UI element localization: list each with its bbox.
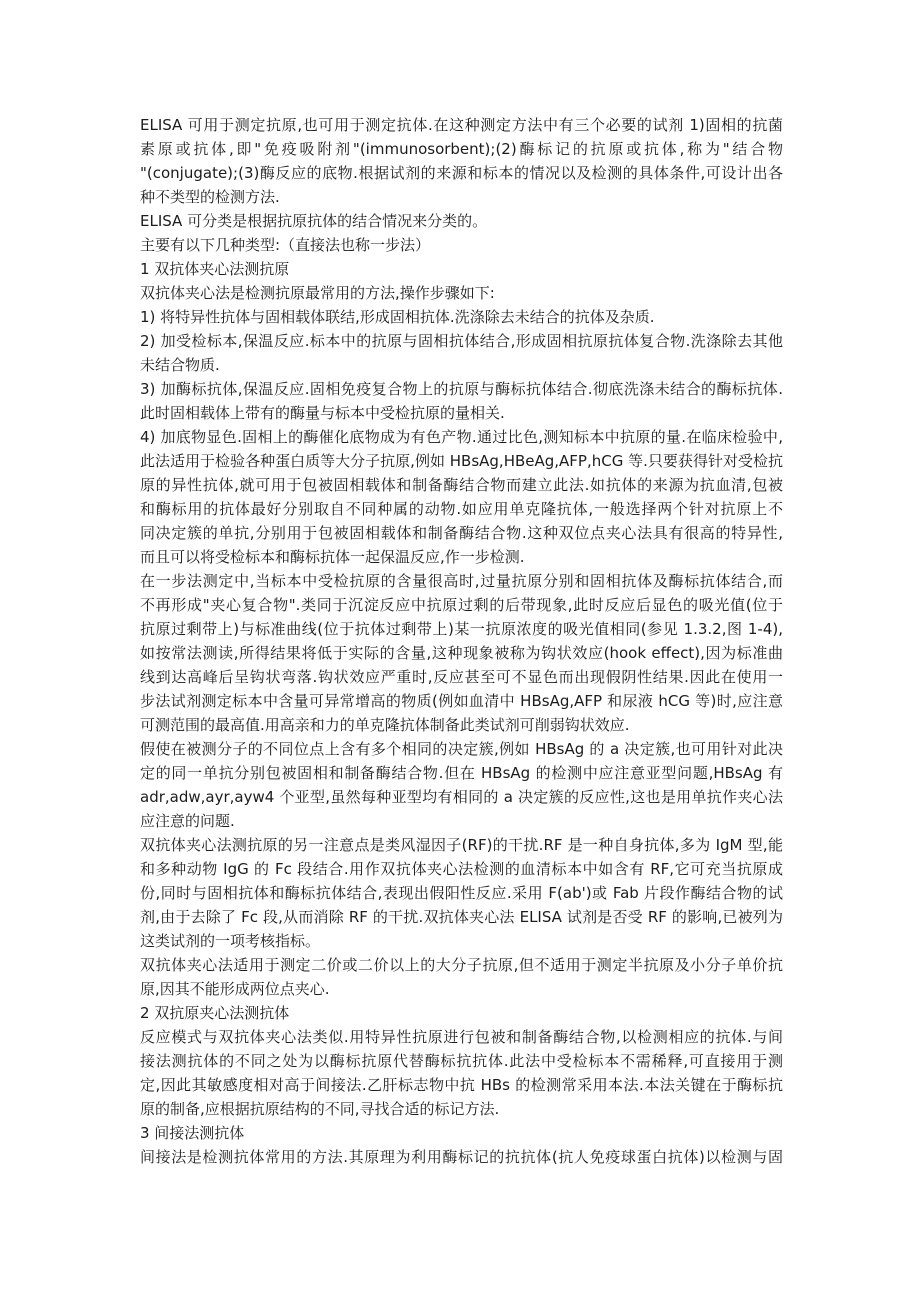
- section-2-paragraph: [140, 1025, 783, 1121]
- text-line: 此法适用于检验各种蛋白质等大分子抗原,例如 HBsAg,HBeAg,AFP,hCG 等.只要获得针对受检抗: [140, 452, 783, 470]
- text-line: 3) 加酶标抗体,保温反应.固相免疫复合物上的抗原与酶标抗体结合.彻底洗涤未结合的酶标抗体.: [140, 380, 783, 398]
- text-line: 2) 加受检标本,保温反应.标本中的抗原与固相抗体结合,形成固相抗原抗体复合物.洗涤除去其他: [140, 332, 783, 350]
- text-line: 同决定簇的单抗,分别用于包被固相载体和制备酶结合物.这种双位点夹心法具有很高的特异性,: [140, 524, 783, 542]
- section-1: [140, 257, 783, 1001]
- text-line: 而且可以将受检标本和酶标抗体一起保温反应,作一步检测.: [140, 548, 525, 566]
- text-line: 线到达高峰后呈钩状弯落.钩状效应严重时,反应甚至可不显色而出现假阴性结果.因此在使用一: [140, 668, 783, 686]
- text-line: 此时固相载体上带有的酶量与标本中受检抗原的量相关.: [140, 404, 505, 422]
- text-line: 和多种动物 IgG 的 Fc 段结合.用作双抗体夹心法检测的血清标本中如含有 RF,它可充当抗原成: [140, 860, 783, 878]
- text-line: 未结合物质.: [140, 356, 220, 374]
- text-line: 应注意的问题.: [140, 812, 235, 830]
- text-line: 原,因其不能形成两位点夹心.: [140, 980, 330, 998]
- step-item-1: [140, 305, 783, 329]
- text-line: 在一步法测定中,当标本中受检抗原的含量很高时,过量抗原分别和固相抗体及酶标抗体结合,而: [140, 572, 783, 590]
- section-3: [140, 1121, 783, 1169]
- text-line: 种不类型的检测方法.: [140, 188, 280, 206]
- section-lead: 双抗体夹心法是检测抗原最常用的方法,操作步骤如下:: [140, 284, 495, 302]
- text-line: 4) 加底物显色.固相上的酶催化底物成为有色产物.通过比色,测知标本中抗原的量.在临床检验中,: [140, 428, 783, 446]
- rf-interference-paragraph: [140, 833, 783, 953]
- text-line: 双抗体夹心法测抗原的另一注意点是类风湿因子(RF)的干扰.RF 是一种自身抗体,多为 IgM 型,能: [140, 836, 783, 854]
- text-line: 如按常法测读,所得结果将低于实际的含量,这种现象被称为钩状效应(hook effect),因为标准曲: [140, 644, 783, 662]
- section-heading-2: 2 双抗原夹心法测抗体: [140, 1004, 290, 1022]
- text-line: 抗原过剩带上)与标准曲线(位于抗体过剩带上)某一抗原浓度的吸光值相同(参见 1.3.2,图 1-4),: [140, 620, 783, 638]
- section-heading-1: 1 双抗体夹心法测抗原: [140, 260, 290, 278]
- text-line: 素原或抗体,即"免疫吸附剂"(immunosorbent);(2)酶标记的抗原或抗体,称为"结合物: [140, 140, 783, 158]
- text-line: 不再形成"夹心复合物".类同于沉淀反应中抗原过剩的后带现象,此时反应后显色的吸光值(位于: [140, 596, 783, 614]
- text-line: 和酶标用的抗体最好分别取自不同种属的动物.如应用单克隆抗体,一般选择两个针对抗原上不: [140, 500, 783, 518]
- text-line: ELISA 可用于测定抗原,也可用于测定抗体.在这种测定方法中有三个必要的试剂 1)固相的抗菌: [140, 116, 783, 134]
- text-line: 假使在被测分子的不同位点上含有多个相同的决定簇,例如 HBsAg 的 a 决定簇,也可用针对此决: [140, 740, 783, 758]
- applicability-paragraph: [140, 953, 783, 1001]
- text-line: 步法试剂测定标本中含量可异常增高的物质(例如血清中 HBsAg,AFP 和尿液 hCG 等)时,应注意: [140, 692, 783, 710]
- text-line: 这类试剂的一项考核指标。: [140, 932, 321, 950]
- subtype-paragraph: [140, 737, 783, 833]
- text-line: 份,同时与固相抗体和酶标抗体结合,表现出假阳性反应.采用 F(ab')或 Fab 片段作酶结合物的试: [140, 884, 783, 902]
- types-note: 主要有以下几种类型:（直接法也称一步法）: [140, 236, 431, 254]
- text-line: 双抗体夹心法适用于测定二价或二价以上的大分子抗原,但不适用于测定半抗原及小分子单价抗: [140, 956, 783, 974]
- text-line: 反应模式与双抗体夹心法类似.用特异性抗原进行包被和制备酶结合物,以检测相应的抗体.与间: [140, 1028, 783, 1046]
- text-line: 间接法是检测抗体常用的方法.其原理为利用酶标记的抗抗体(抗人免疫球蛋白抗体)以检测与固: [140, 1148, 783, 1166]
- text-line: 原的异性抗体,就可用于包被固相载体和制备酶结合物而建立此法.如抗体的来源为抗血清,包被: [140, 476, 783, 494]
- text-line: 接法测抗体的不同之处为以酶标抗原代替酶标抗抗体.此法中受检标本不需稀释,可直接用于测: [140, 1052, 783, 1070]
- text-line: adr,adw,ayr,ayw4 个亚型,虽然每种亚型均有相同的 a 决定簇的反应性,这也是用单抗作夹心法: [140, 788, 783, 806]
- intro-paragraph: [140, 113, 783, 209]
- text-line: 原的制备,应根据抗原结构的不同,寻找合适的标记方法.: [140, 1100, 500, 1118]
- text-line: 剂,由于去除了 Fc 段,从而消除 RF 的干扰.双抗体夹心法 ELISA 试剂是否受 RF 的影响,已被列为: [140, 908, 783, 926]
- section-3-paragraph: [140, 1145, 783, 1169]
- text-line: 定,因此其敏感度相对高于间接法.乙肝标志物中抗 HBs 的检测常采用本法.本法关键在于酶标抗: [140, 1076, 783, 1094]
- step-item-4: [140, 425, 783, 569]
- document-page: [140, 113, 783, 1169]
- text-line: 1) 将特异性抗体与固相载体联结,形成固相抗体.洗涤除去未结合的抗体及杂质.: [140, 308, 655, 326]
- hook-effect-paragraph: [140, 569, 783, 737]
- step-item-3: [140, 377, 783, 425]
- classification-note: ELISA 可分类是根据抗原抗体的结合情况来分类的。: [140, 212, 488, 230]
- section-heading-3: 3 间接法测抗体: [140, 1124, 245, 1142]
- section-2: [140, 1001, 783, 1121]
- text-line: 定的同一单抗分别包被固相和制备酶结合物.但在 HBsAg 的检测中应注意亚型问题,HBsAg 有: [140, 764, 783, 782]
- step-item-2: [140, 329, 783, 377]
- text-line: 可测范围的最高值.用高亲和力的单克隆抗体制备此类试剂可削弱钩状效应.: [140, 716, 630, 734]
- text-line: "(conjugate);(3)酶反应的底物.根据试剂的来源和标本的情况以及检测的具体条件,可设计出各: [140, 164, 783, 182]
